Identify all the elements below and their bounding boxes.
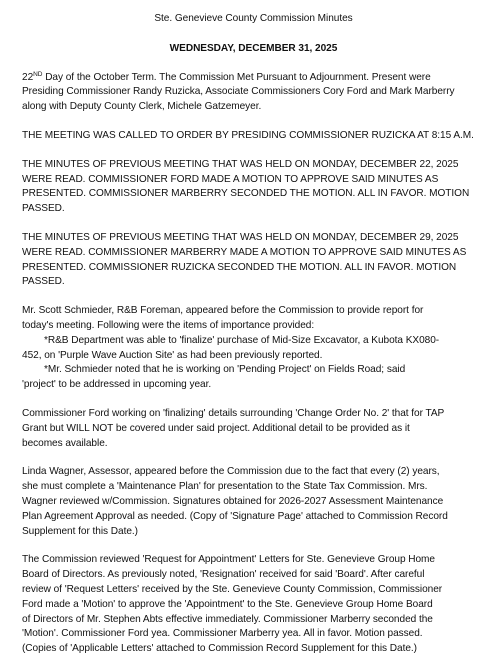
minutes-dec22-paragraph	[22, 158, 485, 217]
ordinal-suffix: ND	[33, 70, 43, 78]
rb-report-paragraph	[22, 304, 485, 393]
minutes-line: WERE READ. COMMISSIONER FORD MADE A MOTION TO APPROVE SAID MINUTES AS	[22, 173, 439, 185]
change-order-line: Commissioner Ford working on 'finalizing' details surrounding 'Change Order No. 2' that for TAP	[22, 407, 445, 419]
intro-paragraph	[22, 71, 485, 115]
intro-line: Presiding Commissioner Randy Ruzicka, Associate Commissioners Cory Ford and Mark Marberry	[22, 86, 455, 98]
call-to-order-paragraph	[22, 129, 485, 144]
group-home-line: Board of Directors. As previously noted, 'Resignation' received for said 'Board'. After careful	[22, 569, 425, 581]
assessor-line: she must complete a 'Maintenance Plan' for presentation to the State Tax Commission. Mrs.	[22, 481, 428, 493]
intro-line: along with Deputy County Clerk, Michele Gatzemeyer.	[22, 101, 262, 113]
minutes-line: PRESENTED. COMMISSIONER RUZICKA SECONDED THE MOTION. ALL IN FAVOR. MOTION	[22, 261, 457, 273]
group-home-line: of Directors of Mr. Stephen Abts effective immediately. Commissioner Marberry seconded the	[22, 613, 433, 625]
rb-report-line: today's meeting. Following were the items of importance provided:	[22, 319, 315, 331]
group-home-paragraph	[22, 553, 485, 657]
rb-report-item-line: *Mr. Schmieder noted that he is working on 'Pending Project' on Fields Road; said	[44, 364, 406, 376]
minutes-line: PASSED.	[22, 276, 65, 288]
change-order-paragraph	[22, 407, 485, 451]
rb-report-item-line: 'project' to be addressed in upcoming year.	[22, 379, 212, 391]
intro-line	[22, 71, 485, 86]
minutes-line: WERE READ. COMMISSIONER MARBERRY MADE A MOTION TO APPROVE SAID MINUTES AS	[22, 246, 467, 258]
minutes-line: THE MINUTES OF PREVIOUS MEETING THAT WAS HELD ON MONDAY, DECEMBER 22, 2025	[22, 158, 459, 170]
group-home-line: 'Motion'. Commissioner Ford yea. Commissioner Marberry yea. All in favor. Motion passed.	[22, 628, 423, 640]
assessor-line: Wagner reviewed w/Commission. Signatures obtained for 2026-2027 Assessment Maintenance	[22, 495, 444, 507]
assessor-line: Plan Agreement Approval as needed. (Copy of 'Signature Page' attached to Commission Record	[22, 510, 448, 522]
group-home-line: (Copies of 'Applicable Letters' attached to Commission Record Supplement for this Date.)	[22, 643, 417, 655]
minutes-line: PRESENTED. COMMISSIONER MARBERRY SECONDED THE MOTION. ALL IN FAVOR. MOTION	[22, 188, 470, 200]
change-order-line: becomes available.	[22, 437, 108, 449]
intro-line-text: Day of the October Term. The Commission Met Pursuant to Adjournment. Present were	[42, 71, 431, 83]
rb-report-item-line: 452, on 'Purple Wave Auction Site' as had been previously reported.	[22, 349, 323, 361]
group-home-line: The Commission reviewed 'Request for Appointment' Letters for Ste. Genevieve Group Home	[22, 554, 435, 566]
assessor-paragraph	[22, 465, 485, 539]
minutes-dec29-paragraph	[22, 231, 485, 290]
rb-report-line: Mr. Scott Schmieder, R&B Foreman, appeared before the Commission to provide report for	[22, 305, 424, 317]
assessor-line: Supplement for this Date.)	[22, 525, 138, 537]
document-title: Ste. Genevieve County Commission Minutes	[154, 13, 353, 24]
change-order-line: Grant but WILL NOT be covered under said project. Additional detail to be provided as it	[22, 422, 410, 434]
minutes-line: PASSED.	[22, 203, 65, 215]
call-to-order-line: THE MEETING WAS CALLED TO ORDER BY PRESIDING COMMISSIONER RUZICKA AT 8:15 A.M.	[22, 129, 474, 141]
minutes-line: THE MINUTES OF PREVIOUS MEETING THAT WAS HELD ON MONDAY, DECEMBER 29, 2025	[22, 231, 459, 243]
group-home-line: Ford made a 'Motion' to approve the 'Appointment' to the Ste. Genevieve Group Home Board	[22, 598, 433, 610]
ordinal-number: 22	[22, 71, 34, 83]
group-home-line: review of 'Request Letters' received by the Ste. Genevieve County Commission, Commissioner	[22, 583, 443, 595]
rb-report-item-line: *R&B Department was able to 'finalize' purchase of Mid-Size Excavator, a Kubota KX080-	[44, 334, 440, 346]
meeting-date-heading: WEDNESDAY, DECEMBER 31, 2025	[169, 42, 338, 54]
assessor-line: Linda Wagner, Assessor, appeared before the Commission due to the fact that every (2) years,	[22, 466, 440, 478]
